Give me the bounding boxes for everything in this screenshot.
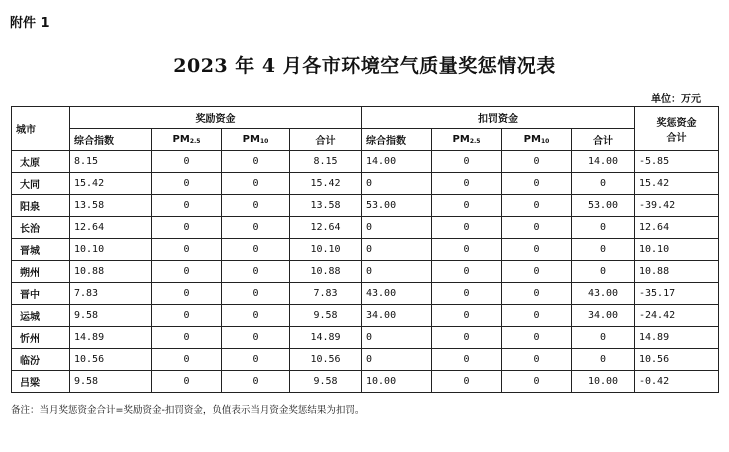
- cell-reward: 0: [152, 305, 222, 327]
- cell-reward: 0: [222, 261, 290, 283]
- cell-reward: 0: [152, 173, 222, 195]
- cell-penalty: 0: [502, 217, 572, 239]
- cell-net-total: 14.89: [635, 327, 719, 349]
- cell-penalty: 0: [502, 239, 572, 261]
- cell-city: 晋城: [12, 239, 70, 261]
- cell-penalty: 0: [432, 371, 502, 393]
- cell-penalty: 0: [502, 173, 572, 195]
- cell-reward: 10.56: [70, 349, 152, 371]
- cell-reward: 0: [152, 261, 222, 283]
- cell-city: 太原: [12, 151, 70, 173]
- cell-penalty: 34.00: [362, 305, 432, 327]
- cell-reward: 8.15: [70, 151, 152, 173]
- table-row: [12, 217, 719, 239]
- cell-reward: 15.42: [290, 173, 362, 195]
- unit-note: 单位：万元: [651, 94, 701, 105]
- cell-reward: 9.58: [70, 371, 152, 393]
- cell-reward: 0: [152, 151, 222, 173]
- cell-penalty: 0: [572, 217, 635, 239]
- cell-penalty: 0: [362, 239, 432, 261]
- cell-penalty: 43.00: [572, 283, 635, 305]
- cell-reward: 0: [152, 371, 222, 393]
- table-row: [12, 195, 719, 217]
- cell-penalty: 0: [432, 195, 502, 217]
- cell-reward: 10.88: [290, 261, 362, 283]
- header-net-line2: 合计: [666, 132, 687, 144]
- header-penalty-pm10: [502, 129, 572, 151]
- cell-penalty: 0: [432, 217, 502, 239]
- cell-reward: 13.58: [70, 195, 152, 217]
- cell-city: 吕梁: [12, 371, 70, 393]
- cell-penalty: 0: [432, 151, 502, 173]
- cell-reward: 0: [222, 151, 290, 173]
- cell-reward: 0: [152, 283, 222, 305]
- table-row: [12, 327, 719, 349]
- cell-reward: 0: [222, 349, 290, 371]
- pm25-sub: 2.5: [469, 138, 481, 145]
- cell-net-total: 10.10: [635, 239, 719, 261]
- cell-reward: 0: [152, 327, 222, 349]
- cell-reward: 10.88: [70, 261, 152, 283]
- table-row: [12, 305, 719, 327]
- cell-penalty: 0: [362, 173, 432, 195]
- cell-penalty: 0: [362, 349, 432, 371]
- cell-penalty: 0: [502, 283, 572, 305]
- cell-reward: 8.15: [290, 151, 362, 173]
- cell-city: 大同: [12, 173, 70, 195]
- header-penalty-subtotal: 合计: [572, 129, 635, 151]
- cell-net-total: -39.42: [635, 195, 719, 217]
- cell-city: 运城: [12, 305, 70, 327]
- table-row: [12, 151, 719, 173]
- pm25-sub: 2.5: [189, 138, 201, 145]
- cell-city: 晋中: [12, 283, 70, 305]
- cell-city: 临汾: [12, 349, 70, 371]
- cell-reward: 0: [222, 195, 290, 217]
- table-body: [12, 151, 719, 393]
- footnote: 备注：当月奖惩资金合计=奖励资金-扣罚资金，负值表示当月资金奖惩结果为扣罚。: [11, 405, 365, 416]
- cell-penalty: 43.00: [362, 283, 432, 305]
- cell-penalty: 0: [362, 217, 432, 239]
- cell-reward: 0: [152, 239, 222, 261]
- cell-reward: 9.58: [290, 371, 362, 393]
- cell-reward: 0: [222, 327, 290, 349]
- cell-penalty: 10.00: [572, 371, 635, 393]
- pm10-base: PM: [242, 134, 260, 145]
- cell-reward: 10.10: [290, 239, 362, 261]
- cell-penalty: 0: [432, 283, 502, 305]
- header-penalty-group: 扣罚资金: [362, 107, 635, 129]
- cell-penalty: 0: [502, 371, 572, 393]
- cell-net-total: -5.85: [635, 151, 719, 173]
- cell-penalty: 0: [502, 305, 572, 327]
- cell-penalty: 0: [432, 239, 502, 261]
- cell-net-total: -0.42: [635, 371, 719, 393]
- cell-penalty: 0: [572, 173, 635, 195]
- cell-net-total: 15.42: [635, 173, 719, 195]
- cell-reward: 9.58: [290, 305, 362, 327]
- cell-reward: 15.42: [70, 173, 152, 195]
- cell-penalty: 0: [572, 349, 635, 371]
- table-row: [12, 239, 719, 261]
- cell-reward: 0: [152, 349, 222, 371]
- cell-reward: 14.89: [290, 327, 362, 349]
- cell-reward: 10.10: [70, 239, 152, 261]
- cell-reward: 13.58: [290, 195, 362, 217]
- cell-city: 长治: [12, 217, 70, 239]
- cell-reward: 9.58: [70, 305, 152, 327]
- cell-reward: 12.64: [70, 217, 152, 239]
- cell-penalty: 0: [572, 261, 635, 283]
- cell-reward: 0: [152, 217, 222, 239]
- header-penalty-composite: 综合指数: [362, 129, 432, 151]
- cell-reward: 0: [152, 195, 222, 217]
- cell-penalty: 0: [432, 173, 502, 195]
- cell-city: 朔州: [12, 261, 70, 283]
- cell-city: 阳泉: [12, 195, 70, 217]
- cell-reward: 0: [222, 371, 290, 393]
- cell-penalty: 53.00: [362, 195, 432, 217]
- cell-penalty: 53.00: [572, 195, 635, 217]
- reward-penalty-table: [11, 106, 719, 393]
- header-net-total: [635, 107, 719, 151]
- cell-penalty: 0: [362, 261, 432, 283]
- cell-penalty: 0: [432, 261, 502, 283]
- pm10-sub: 10: [259, 138, 269, 145]
- table-row: [12, 371, 719, 393]
- cell-penalty: 0: [502, 261, 572, 283]
- cell-penalty: 14.00: [362, 151, 432, 173]
- cell-reward: 0: [222, 217, 290, 239]
- pm25-base: PM: [172, 134, 190, 145]
- cell-penalty: 0: [432, 349, 502, 371]
- header-reward-subtotal: 合计: [290, 129, 362, 151]
- header-reward-group: 奖励资金: [70, 107, 362, 129]
- cell-penalty: 34.00: [572, 305, 635, 327]
- cell-penalty: 0: [572, 239, 635, 261]
- cell-net-total: -24.42: [635, 305, 719, 327]
- cell-penalty: 0: [502, 151, 572, 173]
- cell-reward: 12.64: [290, 217, 362, 239]
- cell-net-total: 10.88: [635, 261, 719, 283]
- cell-reward: 0: [222, 173, 290, 195]
- cell-city: 忻州: [12, 327, 70, 349]
- cell-reward: 0: [222, 239, 290, 261]
- cell-penalty: 0: [502, 349, 572, 371]
- table-row: [12, 261, 719, 283]
- pm10-base: PM: [523, 134, 541, 145]
- header-reward-composite: 综合指数: [70, 129, 152, 151]
- page-title: 2023 年 4 月各市环境空气质量奖惩情况表: [173, 55, 556, 77]
- cell-reward: 0: [222, 283, 290, 305]
- cell-net-total: -35.17: [635, 283, 719, 305]
- table-row: [12, 173, 719, 195]
- header-reward-pm10: [222, 129, 290, 151]
- cell-reward: 10.56: [290, 349, 362, 371]
- pm25-base: PM: [452, 134, 470, 145]
- cell-penalty: 0: [502, 327, 572, 349]
- cell-reward: 14.89: [70, 327, 152, 349]
- header-penalty-pm25: [432, 129, 502, 151]
- cell-penalty: 10.00: [362, 371, 432, 393]
- cell-penalty: 0: [432, 305, 502, 327]
- cell-net-total: 12.64: [635, 217, 719, 239]
- attachment-label: 附件 1: [10, 16, 50, 31]
- header-city: 城市: [12, 107, 70, 151]
- header-net-line1: 奖惩资金: [656, 117, 697, 129]
- cell-reward: 7.83: [290, 283, 362, 305]
- cell-penalty: 0: [502, 195, 572, 217]
- cell-net-total: 10.56: [635, 349, 719, 371]
- cell-penalty: 0: [362, 327, 432, 349]
- table-row: [12, 349, 719, 371]
- header-reward-pm25: [152, 129, 222, 151]
- cell-reward: 0: [222, 305, 290, 327]
- cell-reward: 7.83: [70, 283, 152, 305]
- cell-penalty: 14.00: [572, 151, 635, 173]
- cell-penalty: 0: [432, 327, 502, 349]
- table-row: [12, 283, 719, 305]
- pm10-sub: 10: [540, 138, 550, 145]
- cell-penalty: 0: [572, 327, 635, 349]
